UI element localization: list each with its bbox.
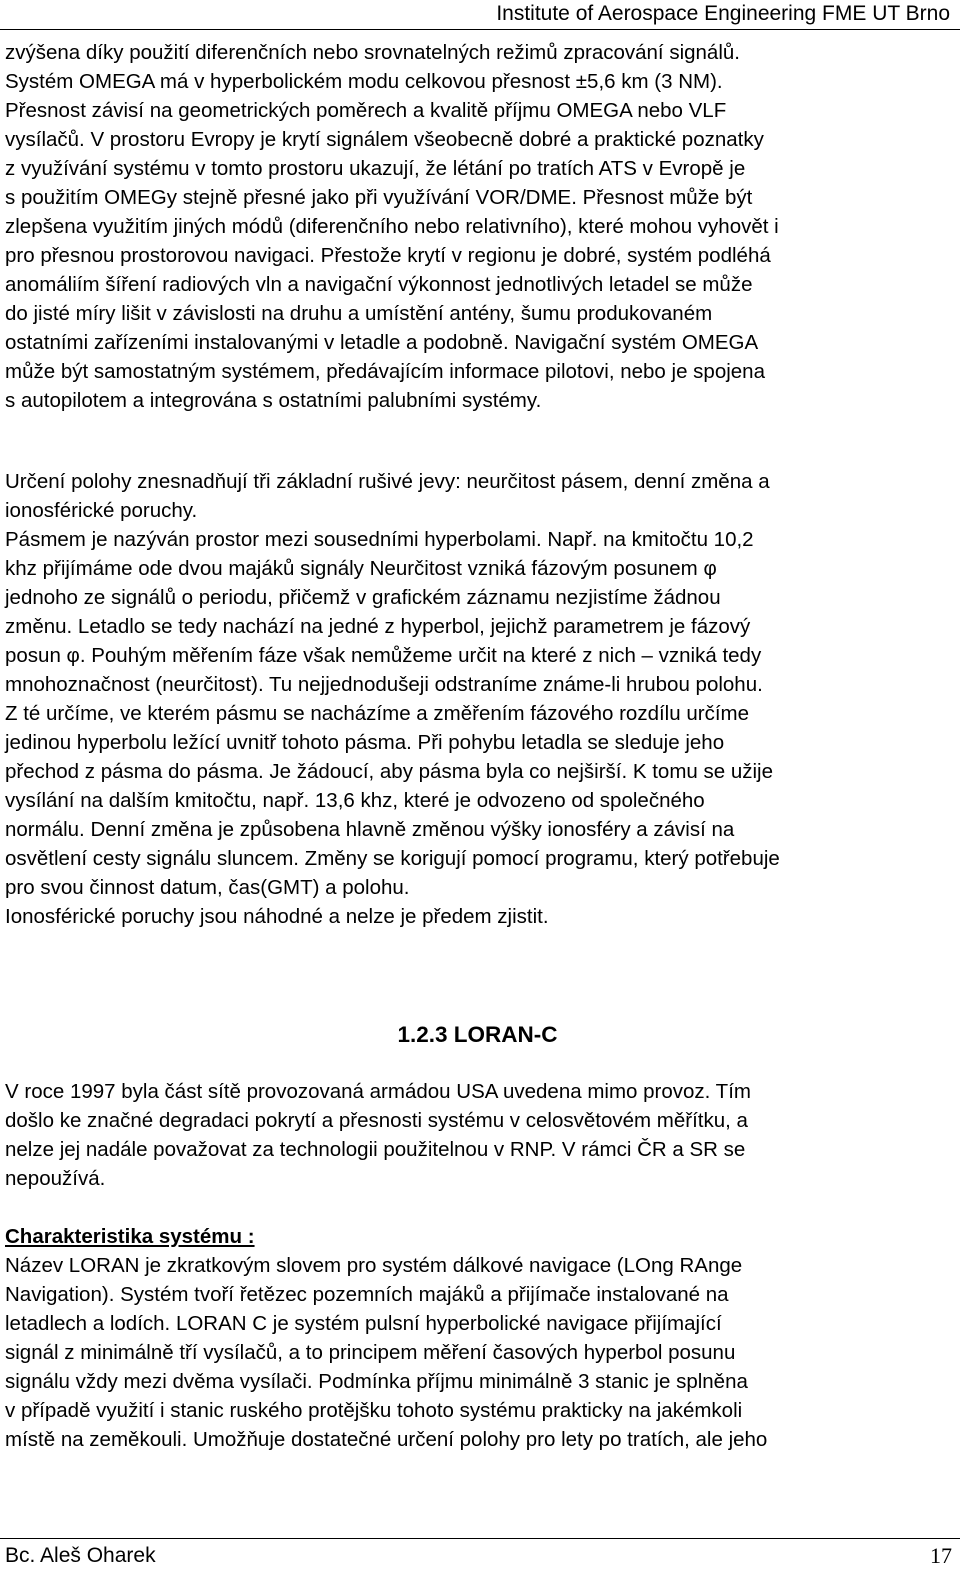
text-line: ionosférické poruchy. <box>5 499 198 522</box>
subheading: Charakteristika systému : <box>5 1225 255 1248</box>
text-line: Pásmem je nazýván prostor mezi sousedními hyperbolami. Např. na kmitočtu 10,2 <box>5 528 754 551</box>
text-line: posun φ. Pouhým měřením fáze však nemůžeme určit na které z nich – vzniká tedy <box>5 644 762 667</box>
page-number: 17 <box>930 1543 952 1568</box>
text-line: zvýšena díky použití diferenčních nebo srovnatelných režimů zpracování signálů. <box>5 41 740 64</box>
running-header: Institute of Aerospace Engineering FME UT Brno <box>496 2 950 25</box>
text-line: Systém OMEGA má v hyperbolickém modu celkovou přesnost ±5,6 km (3 NM). <box>5 70 723 93</box>
text-line: Ionosférické poruchy jsou náhodné a nelze je předem zjistit. <box>5 905 549 928</box>
text-line: změnu. Letadlo se tedy nachází na jedné z hyperbol, jejichž parametrem je fázový <box>5 615 751 638</box>
text-line: Z té určíme, ve kterém pásmu se nacházíme a změřením fázového rozdílu určíme <box>5 702 749 725</box>
text-line: V roce 1997 byla část sítě provozovaná armádou USA uvedena mimo provoz. Tím <box>5 1080 751 1103</box>
loran-paragraph-2 <box>5 1251 950 1454</box>
text-line: zlepšena využitím jiných módů (diferenčního nebo relativního), které mohou vyhovět i <box>5 215 779 238</box>
text-line: vysílání na dalším kmitočtu, např. 13,6 khz, které je odvozeno od společného <box>5 789 705 812</box>
text-line: signálu vždy mezi dvěma vysílači. Podmínka příjmu minimálně 3 stanic je splněna <box>5 1370 748 1393</box>
text-line: do jisté míry lišit v závislosti na druhu a umístění antény, šumu produkovaném <box>5 302 713 325</box>
header-rule <box>0 29 960 30</box>
text-line: pro přesnou prostorovou navigaci. Přestože krytí v regionu je dobré, systém podléhá <box>5 244 771 267</box>
text-line: letadlech a lodích. LORAN C je systém pulsní hyperbolické navigace přijímající <box>5 1312 722 1335</box>
text-line: mnohoznačnost (neurčitost). Tu nejjednodušeji odstraníme známe-li hrubou polohu. <box>5 673 763 696</box>
spacer <box>5 931 950 1019</box>
text-line: jedinou hyperbolu ležící uvnitř tohoto pásma. Při pohybu letadla se sleduje jeho <box>5 731 725 754</box>
text-line: Přesnost závisí na geometrických poměrech a kvalitě příjmu OMEGA nebo VLF <box>5 99 727 122</box>
text-line: ostatními zařízeními instalovanými v letadle a podobně. Navigační systém OMEGA <box>5 331 759 354</box>
text-line: vysílačů. V prostoru Evropy je krytí signálem všeobecně dobré a praktické poznatky <box>5 128 764 151</box>
footer-rule <box>0 1538 960 1539</box>
subheading-line <box>5 1222 950 1251</box>
text-line: s autopilotem a integrována s ostatními palubními systémy. <box>5 389 542 412</box>
text-line: Určení polohy znesnadňují tři základní rušivé jevy: neurčitost pásem, denní změna a <box>5 470 770 493</box>
text-line: nelze jej nadále považovat za technologii použitelnou v RNP. V rámci ČR a SR se <box>5 1138 746 1161</box>
text-line: místě na zeměkouli. Umožňuje dostatečné určení polohy pro lety po tratích, ale jeho <box>5 1428 768 1451</box>
text-line: nepoužívá. <box>5 1167 106 1190</box>
text-line: khz přijímáme ode dvou majáků signály Neurčitost vzniká fázovým posunem φ <box>5 557 717 580</box>
page-content <box>5 38 950 1454</box>
omega-paragraph-2 <box>5 467 950 931</box>
text-line: normálu. Denní změna je způsobena hlavně změnou výšky ionosféry a závisí na <box>5 818 735 841</box>
text-line: přechod z pásma do pásma. Je žádoucí, aby pásma byla co nejširší. K tomu se užije <box>5 760 773 783</box>
text-line: osvětlení cesty signálu sluncem. Změny se korigují pomocí programu, který potřebuje <box>5 847 780 870</box>
section-heading: 1.2.3 LORAN-C <box>397 1022 558 1047</box>
spacer <box>5 415 950 467</box>
text-line: Název LORAN je zkratkovým slovem pro systém dálkové navigace (LOng RAnge <box>5 1254 743 1277</box>
text-line: došlo ke značné degradaci pokrytí a přesnosti systému v celosvětovém měřítku, a <box>5 1109 748 1132</box>
loran-paragraph-1 <box>5 1077 950 1193</box>
spacer <box>5 1193 950 1222</box>
text-line: v případě využití i stanic ruského protějšku tohoto systému prakticky na jakémkoli <box>5 1399 743 1422</box>
text-line: může být samostatným systémem, předávajícím informace pilotovi, nebo je spojena <box>5 360 765 383</box>
text-line: pro svou činnost datum, čas(GMT) a polohu. <box>5 876 410 899</box>
footer-author: Bc. Aleš Oharek <box>5 1544 156 1567</box>
text-line: Navigation). Systém tvoří řetězec pozemních majáků a přijímače instalované na <box>5 1283 729 1306</box>
text-line: anomáliím šíření radiových vln a navigační výkonnost jednotlivých letadel se může <box>5 273 753 296</box>
omega-paragraph-1 <box>5 38 950 415</box>
text-line: z využívání systému v tomto prostoru ukazují, že létání po tratích ATS v Evropě je <box>5 157 746 180</box>
text-line: jednoho ze signálů o periodu, přičemž v grafickém záznamu nezjistíme žádnou <box>5 586 721 609</box>
text-line: s použitím OMEGy stejně přesné jako při využívání VOR/DME. Přesnost může být <box>5 186 753 209</box>
text-line: signál z minimálně tří vysílačů, a to principem měření časových hyperbol posunu <box>5 1341 736 1364</box>
